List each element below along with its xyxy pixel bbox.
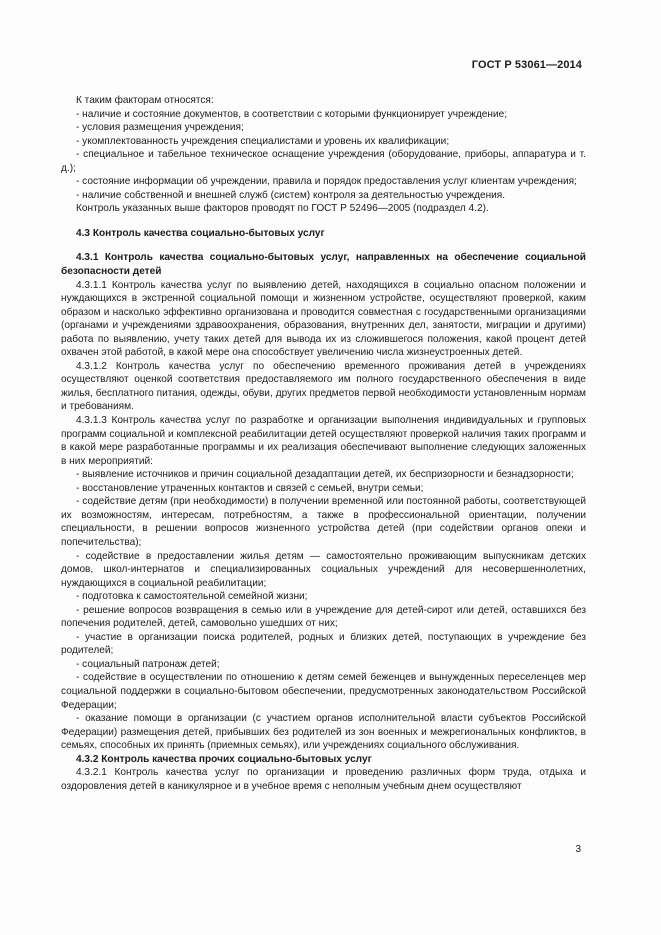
measure-item: - выявление источников и причин социальной дезадаптации детей, их беспризорности и безнадзорности; bbox=[76, 469, 574, 481]
factor-item: - условия размещения учреждения; bbox=[76, 122, 244, 134]
subsection-heading-4-3-2: 4.3.2 Контроль качества прочих социально-бытовых услуг bbox=[76, 753, 372, 765]
control-note: Контроль указанных выше факторов проводят по ГОСТ Р 52496—2005 (подраздел 4.2). bbox=[76, 203, 489, 215]
section-heading-4-3: 4.3 Контроль качества социально-бытовых услуг bbox=[76, 227, 325, 239]
page-number: 3 bbox=[575, 844, 581, 855]
paragraph-4-3-2-1: 4.3.2.1 Контроль качества услуг по организации и проведению различных форм труда, отдыха и оздоровления детей в каникулярное и в учебное время с неполным учебным днем осуществляют bbox=[61, 767, 586, 792]
measure-item: - восстановление утраченных контактов и связей с семьей, внутри семьи; bbox=[76, 482, 424, 494]
document-body bbox=[61, 94, 586, 793]
factor-item: - наличие собственной и внешней служб (систем) контроля за деятельностью учреждения. bbox=[76, 189, 506, 201]
document-header: ГОСТ Р 53061—2014 bbox=[471, 59, 582, 71]
measure-item: - содействие в осуществлении по отношению к детям семей беженцев и вынужденных переселенцев мер социальной поддержки в социально-бытовом обеспечении, предусмотренных законодательством Российской Федерации; bbox=[61, 672, 586, 711]
measure-item: - содействие детям (при необходимости) в получении временной или постоянной работы, соответствующей их возможностям, интересам, потребностям, а также в профессиональной ориентации, получении специальности, в решении вопросов жизненного устройства детей (при содействии органов опеки и попечительства); bbox=[61, 496, 586, 548]
measure-item: - участие в организации поиска родителей, родных и близких детей, поступающих в учреждение без родителей; bbox=[61, 631, 586, 657]
measure-item: - содействие в предоставлении жилья детям — самостоятельно проживающим выпускникам детских домов, школ-интернатов и специализированных социальных учреждений для несовершеннолетних, нуждающихся в социальной реабилитации; bbox=[61, 550, 586, 589]
factor-item: - состояние информации об учреждении, правила и порядок предоставления услуг клиентам учреждения; bbox=[76, 176, 577, 188]
paragraph-4-3-1-2: 4.3.1.2 Контроль качества услуг по обеспечению временного проживания детей в учреждениях осуществляют оценкой соответствия предоставляемого им полного государственного обеспечения в виде жилья, бесплатного питания, одежды, обуви, других предметов первой необходимости установленным нормам и требованиям. bbox=[61, 360, 586, 413]
measure-item: - социальный патронаж детей; bbox=[76, 658, 220, 670]
factor-item: - наличие и состояние документов, в соответствии с которыми функционирует учреждение; bbox=[76, 108, 508, 120]
paragraph-4-3-1-1: 4.3.1.1 Контроль качества услуг по выявлению детей, находящихся в социально опасном положении и нуждающихся в экстренной социальной помощи и жизненном устройстве, осуществляют проверкой, каким образом и насколько эффективно организована и проводится совместная с государственными организациями (органами и учреждениями здравоохранения, образования, внутренних дел, занятости, миграции и другими) работа по выявлению, учету таких детей для вывода их из сложившегося положения, какой процент детей охвачен этой работой, в какой мере она способствует увеличению числа жизнеустроенных детей. bbox=[61, 279, 586, 359]
factor-item: - укомплектованность учреждения специалистами и уровень их квалификации; bbox=[76, 135, 450, 147]
factor-item: - специальное и табельное техническое оснащение учреждения (оборудование, приборы, аппаратура и т. д.); bbox=[61, 149, 586, 174]
factors-lead: К таким факторам относятся: bbox=[76, 95, 214, 106]
subsection-heading-4-3-1: 4.3.1 Контроль качества социально-бытовых услуг, направленных на обеспечение социальной безопасности детей bbox=[61, 252, 586, 278]
paragraph-4-3-1-3: 4.3.1.3 Контроль качества услуг по разработке и организации выполнения индивидуальных и групповых программ социальной и комплексной реабилитации детей осуществляют проверкой наличия таких программ и в какой мере разработанные программы и их реализация обеспечивают выполнение следующих заложенных в них мероприятий: bbox=[61, 415, 586, 467]
measure-item: - подготовка к самостоятельной семейной жизни; bbox=[76, 591, 308, 603]
measure-item: - оказание помощи в организации (с участием органов исполнительной власти субъектов Российской Федерации) размещения детей, прибывших без родителей из зон военных и межрегиональных конфликтов, в семьях, способных их принять (приемных семьях), или учреждениях социального обслуживания. bbox=[61, 713, 586, 752]
measure-item: - решение вопросов возвращения в семью или в учреждение для детей-сирот или детей, оставшихся без попечения родителей, детей, самовольно ушедших от них; bbox=[61, 604, 586, 630]
